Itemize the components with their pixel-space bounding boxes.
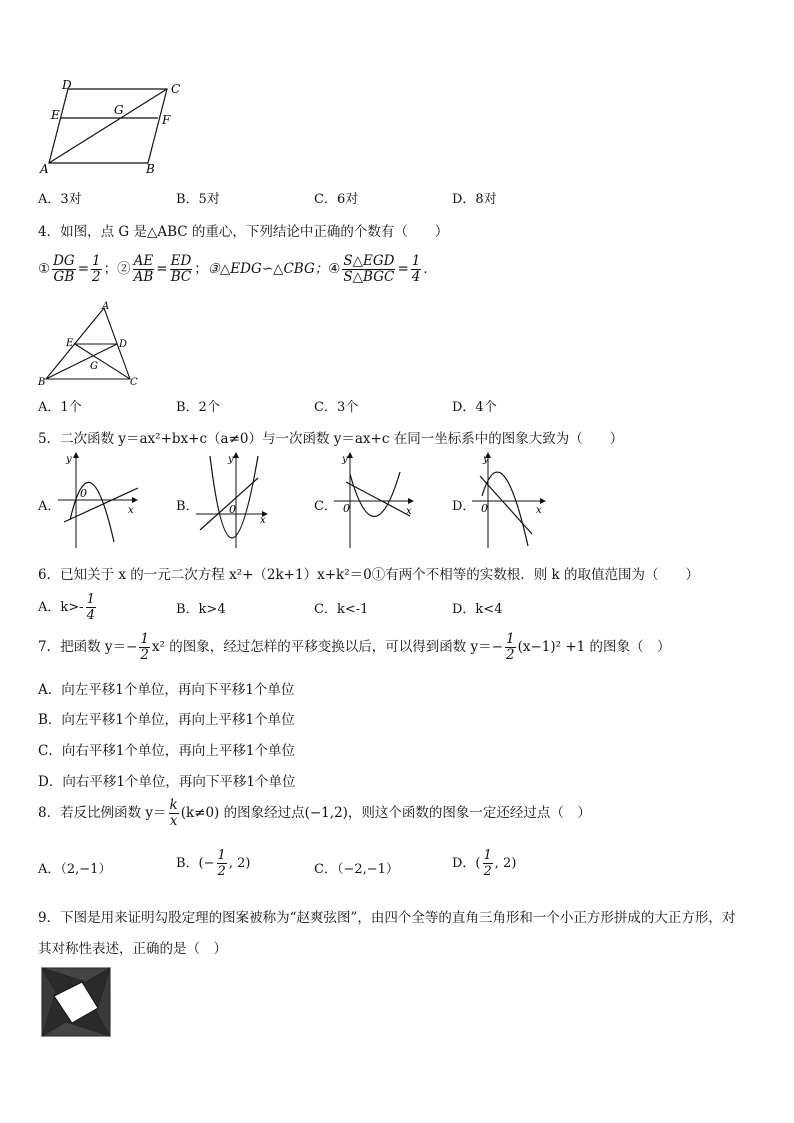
label-b: B [146, 162, 155, 176]
tri-label-a: A [102, 301, 110, 312]
q4-c2-eq: = [156, 261, 168, 277]
q8-option-c: C．（−2,−1） [314, 862, 399, 877]
q8-stem-b: (k≠0) 的图象经过点(−1,2)，则这个函数的图象一定还经过点（ ） [180, 805, 591, 821]
q7-stem-a: 7．把函数 y＝− [38, 639, 138, 655]
q4-c1-den: GB [53, 269, 75, 285]
q4-c2-num: AE [133, 253, 154, 269]
q5-option-a: A． [38, 499, 61, 514]
q5b-y-label: y [228, 454, 234, 465]
q5b-x-label: x [260, 515, 266, 526]
q6-opta-num: 1 [86, 592, 95, 607]
q4-c1-num: DG [53, 253, 75, 269]
diagonal-ac [49, 89, 167, 163]
q5d-x-label: x [536, 505, 542, 516]
q7-stem [38, 632, 671, 663]
tri-label-g: G [90, 361, 98, 372]
q5c-x-label: x [406, 506, 412, 517]
q4-c4-mark: ④ [328, 261, 341, 277]
q8-den: x [169, 813, 178, 829]
q8-optb-post: , 2) [228, 856, 251, 871]
label-a: A [40, 162, 49, 176]
q9-line2: 其对称性表述，正确的是（ ） [38, 941, 227, 957]
q8-optb-num: 1 [217, 848, 226, 863]
q4-c1-rden: 2 [92, 269, 101, 285]
q6-option-a [38, 592, 98, 623]
q7-option-b: B．向左平移1个单位，再向上平移1个单位 [38, 712, 295, 728]
q4-option-a: A．1个 [38, 400, 82, 415]
q7-den1: 2 [140, 647, 149, 663]
q7-option-a: A．向左平移1个单位，再向下平移1个单位 [38, 682, 295, 698]
q4-c1-eq: = [77, 261, 90, 277]
q4-c4-frac [342, 254, 395, 285]
q6-opta-den: 4 [86, 608, 95, 623]
q5c-y-label: y [342, 454, 348, 465]
q4-end: ． [423, 261, 437, 277]
q4-c4-rnum: 1 [411, 253, 421, 269]
q4-c2-rden: BC [170, 269, 192, 285]
q5-option-c: C． [314, 499, 337, 514]
q4-option-b: B．2个 [176, 400, 220, 415]
q4-c1-rfrac [91, 254, 102, 285]
q5-graph-d [472, 450, 554, 550]
q8-option-d [452, 848, 516, 879]
q5b-line [200, 478, 258, 530]
q8-optd-post: , 2) [494, 856, 517, 871]
q9-line1: 9．下图是用来证明勾股定理的图案被称为“赵爽弦图”，由四个全等的直角三角形和一个小正方形拼成的大正方形，对 [38, 910, 736, 926]
q4-conclusions [38, 254, 437, 285]
q6-opta-frac [86, 592, 96, 623]
q5d-origin: 0 [481, 502, 488, 515]
q5b-parabola [210, 456, 258, 538]
label-d: D [62, 78, 72, 92]
q5-graph-b [196, 450, 278, 550]
q4-sep1: ； [103, 261, 118, 277]
q8-optb-den: 2 [217, 864, 226, 879]
q8-optd-frac [483, 848, 493, 879]
q6-option-b: B．k>4 [176, 602, 226, 617]
q7-option-d: D．向右平移1个单位，再向下平移1个单位 [38, 774, 296, 790]
q5a-line [64, 488, 138, 522]
q6-option-c: C．k<-1 [314, 602, 369, 617]
q5a-x-label: x [128, 505, 134, 516]
q3-option-d: D．8对 [452, 192, 497, 207]
q4-option-c: C．3个 [314, 400, 359, 415]
q8-optb-pre: B．(− [176, 856, 215, 871]
q5c-line [346, 482, 410, 516]
q4-c2-den: AB [133, 269, 154, 285]
q8-stem [38, 798, 591, 829]
q4-c4-den: S△BGC [343, 269, 395, 285]
q5-option-d: D． [452, 499, 476, 514]
q4-c1-mark: ① [38, 261, 51, 277]
q5-graph-c [334, 450, 416, 550]
q4-c2-rnum: ED [170, 253, 192, 269]
q4-c4-num: S△EGD [343, 253, 395, 269]
q5b-origin: 0 [229, 503, 236, 516]
q3-option-b: B．5对 [176, 192, 220, 207]
q4-c4-rfrac [411, 254, 422, 285]
q6-opta-pre: A．k>- [38, 600, 84, 615]
parallelogram-figure [40, 80, 190, 180]
q3-option-a: A．3对 [38, 192, 82, 207]
label-g: G [114, 103, 124, 117]
q4-c2-mark: ② [117, 261, 131, 277]
q4-c2-frac [133, 254, 155, 285]
q5-graph-a [58, 450, 140, 550]
q7-option-c: C．向右平移1个单位，再向上平移1个单位 [38, 743, 296, 759]
triangle-centroid-figure [38, 301, 148, 388]
label-e: E [51, 108, 60, 122]
q8-option-b [176, 848, 250, 879]
q8-stem-a: 8．若反比例函数 y＝ [38, 805, 167, 821]
q8-optd-den: 2 [483, 864, 492, 879]
q5-option-b: B． [176, 499, 199, 514]
q5-stem: 5．二次函数 y＝ax²+bx+c（a≠0）与一次函数 y＝ax+c 在同一坐标系中的图象大致为（ ） [38, 431, 624, 447]
q4-c1-rnum: 1 [92, 253, 101, 269]
q7-num2: 1 [505, 631, 515, 647]
q5a-origin: 0 [80, 487, 87, 500]
label-c: C [171, 82, 181, 96]
q4-option-d: D．4个 [452, 400, 497, 415]
q3-option-c: C．6对 [314, 192, 359, 207]
q4-c4-eq: = [397, 261, 409, 277]
tri-label-b: B [38, 377, 46, 388]
q4-c3: ③△EDG∽△CBG； [207, 261, 329, 277]
q8-num: k [169, 797, 178, 813]
q7-stem-c: (x−1)² +1 的图象（ ） [517, 639, 671, 655]
q5d-parabola [482, 472, 528, 546]
q6-option-d: D．k<4 [452, 602, 503, 617]
q7-den2: 2 [505, 647, 515, 663]
q4-sep2: ； [194, 261, 208, 277]
q8-option-a: A．（2,−1） [38, 862, 112, 877]
q6-stem: 6．已知关于 x 的一元二次方程 x²+（2k+1）x+k²＝0①有两个不相等的实数根．则 k 的取值范围为（ ） [38, 567, 699, 583]
median-bd [46, 344, 117, 379]
q7-frac2 [505, 632, 516, 663]
q5c-parabola [350, 472, 400, 517]
tri-label-c: C [130, 377, 138, 388]
tri-label-e: E [66, 338, 74, 349]
tri-label-d: D [119, 339, 128, 350]
q8-optb-frac [217, 848, 227, 879]
q4-c4-rden: 4 [411, 269, 421, 285]
q7-num1: 1 [140, 631, 149, 647]
label-f: F [162, 113, 171, 127]
q4-stem: 4．如图，点 G 是△ABC 的重心，下列结论中正确的个数有（ ） [38, 224, 449, 240]
q8-optd-pre: D．( [452, 856, 481, 871]
q8-frac [169, 798, 179, 829]
q8-optd-num: 1 [483, 848, 492, 863]
zhao-shuang-figure [42, 968, 110, 1036]
q7-stem-b: x² 的图象，经过怎样的平移变换以后，可以得到函数 y＝− [151, 639, 503, 655]
q5a-parabola [70, 482, 114, 542]
q7-frac1 [139, 632, 150, 663]
q5a-y-label: y [66, 454, 72, 465]
q4-c2-rfrac [170, 254, 193, 285]
q4-c1-frac [52, 254, 76, 285]
q5c-origin: 0 [343, 502, 350, 515]
q5d-y-label: y [483, 454, 489, 465]
